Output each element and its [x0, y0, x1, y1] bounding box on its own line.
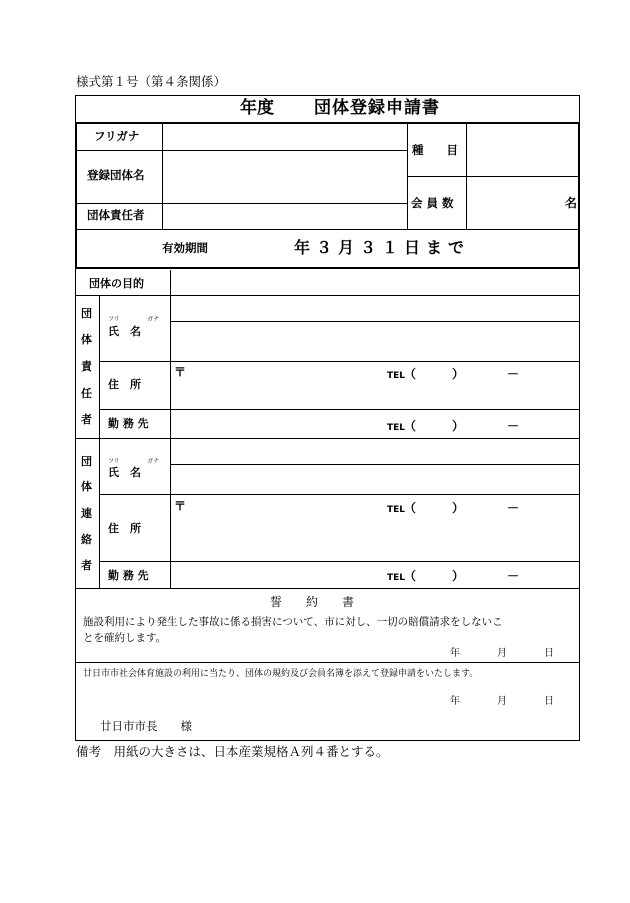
furigana-label: フリガナ [94, 129, 140, 143]
leader-field[interactable] [164, 205, 404, 227]
responsible-side-3: 責 [81, 360, 92, 373]
application-text: 廿日市市社会体育施設の利用に当たり、団体の規約及び会員名簿を添えて登録申請をいたします。 [83, 669, 479, 679]
mayor-address: 廿日市市長 様 [100, 719, 192, 733]
pledge-date-day: 日 [544, 648, 554, 659]
responsible-side-5: 者 [81, 413, 92, 426]
validity-label: 有効期間 [162, 241, 208, 255]
contact-workplace-tel-open: （ [404, 569, 417, 583]
responsible-workplace-label: 勤 務 先 [108, 417, 149, 430]
contact-side-3: 連 [81, 507, 92, 520]
responsible-name-field[interactable] [172, 323, 576, 358]
members-label: 会 員 数 [411, 196, 454, 210]
page-title: 団体登録申請書 [314, 98, 440, 118]
contact-workplace-field[interactable] [172, 563, 382, 586]
contact-workplace-label: 勤 務 先 [108, 569, 149, 582]
name-ruby-right: ガナ [147, 316, 160, 323]
contact-name-field[interactable] [172, 466, 576, 492]
responsible-tel-open: （ [404, 367, 417, 381]
title-year: 年度 [240, 98, 274, 118]
contact-side-2: 体 [81, 480, 92, 493]
pledge-date-month: 月 [497, 648, 507, 659]
contact-tel-label: TEL [387, 505, 406, 515]
purpose-field[interactable] [172, 272, 576, 293]
responsible-side-4: 任 [81, 387, 92, 400]
contact-workplace-tel-dash: － [507, 569, 520, 583]
contact-name-label: 氏 名 [108, 466, 141, 479]
furigana-field[interactable] [164, 125, 404, 148]
contact-workplace-tel-close: ） [452, 569, 465, 583]
responsible-tel-close: ） [452, 367, 465, 381]
footnote: 備考 用紙の大きさは、日本産業規格Ａ列４番とする。 [76, 744, 389, 759]
contact-tel-open: （ [404, 501, 417, 515]
members-unit: 名 [565, 196, 578, 210]
pledge-text-line-1: 施設利用により発生した事故に係る損害について、市に対し、一切の賠償請求をしないこ [83, 616, 503, 628]
workplace-tel-open: （ [404, 419, 417, 433]
contact-ruby-right: ガナ [147, 458, 160, 465]
contact-side-1: 団 [81, 455, 92, 468]
contact-tel-dash: － [507, 501, 520, 515]
responsible-tel-label: TEL [387, 371, 406, 381]
responsible-address-field[interactable] [186, 364, 386, 406]
contact-ruby-left: フリ [108, 458, 120, 465]
responsible-side-1: 団 [81, 307, 92, 320]
name-ruby-left: フリ [108, 316, 120, 323]
workplace-tel-close: ） [452, 419, 465, 433]
responsible-address-label: 住 所 [108, 378, 141, 391]
purpose-label: 団体の目的 [89, 277, 144, 290]
validity-value: 年３月３１日まで [294, 238, 471, 257]
contact-postal-mark: 〒 [174, 499, 187, 513]
contact-tel-close: ） [452, 501, 465, 515]
group-name-label: 登録団体名 [87, 168, 145, 182]
form-number: 様式第１号（第４条関係） [76, 74, 227, 89]
members-field[interactable] [468, 178, 558, 227]
responsible-postal-mark: 〒 [174, 365, 187, 379]
category-label: 種 目 [412, 143, 458, 157]
responsible-workplace-field[interactable] [172, 411, 382, 436]
contact-side-5: 者 [81, 559, 92, 572]
workplace-tel-label: TEL [387, 423, 406, 433]
responsible-furigana-field[interactable] [172, 298, 576, 319]
responsible-side-2: 体 [81, 333, 92, 346]
responsible-tel-dash: － [507, 367, 520, 381]
contact-workplace-tel-label: TEL [387, 573, 406, 583]
application-date-year: 年 [450, 696, 460, 707]
pledge-title: 誓 約 書 [270, 595, 355, 609]
contact-address-label: 住 所 [108, 522, 141, 535]
contact-address-field[interactable] [186, 497, 386, 559]
category-field[interactable] [468, 125, 576, 174]
responsible-name-label: 氏 名 [108, 325, 141, 338]
application-date-month: 月 [497, 696, 507, 707]
contact-furigana-field[interactable] [172, 440, 576, 462]
contact-side-4: 絡 [81, 533, 92, 546]
pledge-date-year: 年 [450, 648, 460, 659]
group-name-field[interactable] [164, 152, 404, 201]
application-date-day: 日 [544, 696, 554, 707]
pledge-text-line-2: とを確約します。 [83, 632, 167, 644]
leader-label: 団体責任者 [87, 208, 145, 222]
workplace-tel-dash: － [507, 419, 520, 433]
